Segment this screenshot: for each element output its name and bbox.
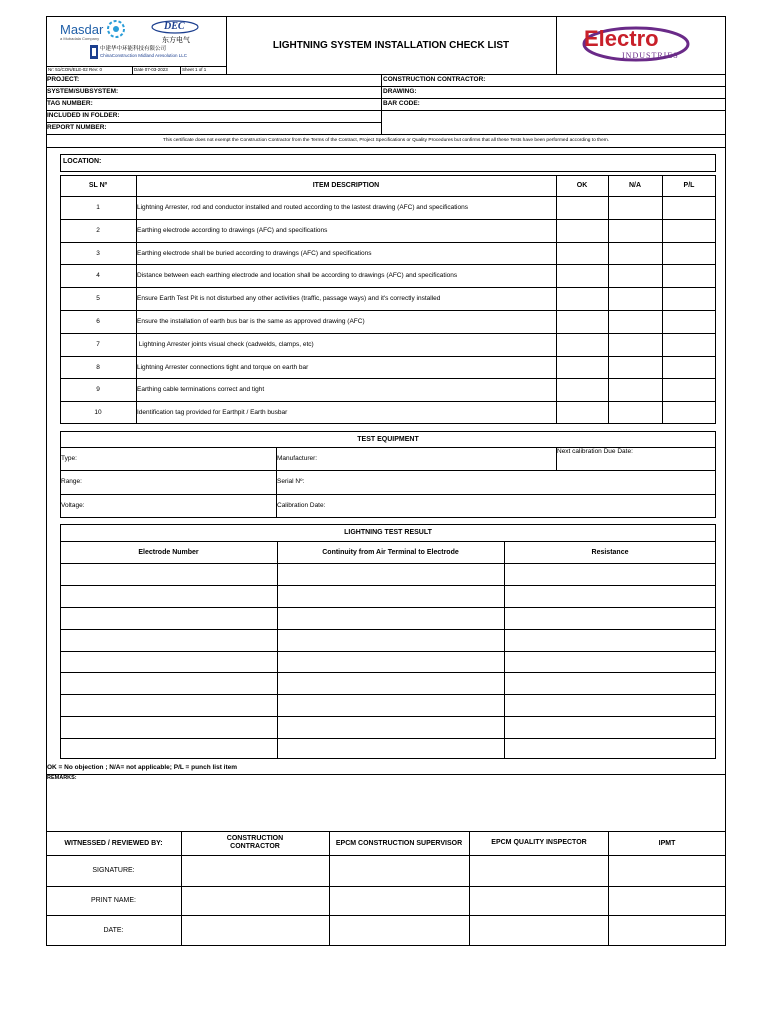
result-row-divider <box>60 738 716 739</box>
checklist-ok-cell[interactable] <box>556 287 608 310</box>
tag-number-label: TAG NUMBER: <box>47 100 93 107</box>
column-header-continuity: Continuity from Air Terminal to Electrode <box>322 548 459 556</box>
checklist-item-number: 7 <box>96 341 100 348</box>
checklist-item-description: Ensure Earth Test Pit is not disturbed any other activities (traffic, passage ways) and it's correctly installed <box>137 295 441 302</box>
checklist-na-cell[interactable] <box>608 287 662 310</box>
partner-logo <box>90 44 220 64</box>
construction-contractor-label: CONSTRUCTION CONTRACTOR: <box>383 76 486 83</box>
manufacturer-label: Manufacturer: <box>277 455 318 462</box>
divider <box>46 147 726 148</box>
result-row-divider <box>60 607 716 608</box>
masdar-swirl-icon <box>106 18 126 40</box>
checklist-pl-cell[interactable] <box>662 196 716 219</box>
masdar-logo <box>58 18 128 44</box>
checklist-na-cell[interactable] <box>608 310 662 333</box>
divider <box>60 470 716 471</box>
dec-chinese: 东方电气 <box>162 37 190 44</box>
checklist-pl-cell[interactable] <box>662 401 716 424</box>
checklist-item-description: Lightning Arrester joints visual check (cadwelds, clamps, etc) <box>137 341 314 348</box>
result-row-divider <box>60 672 716 673</box>
checklist-pl-cell[interactable] <box>662 378 716 401</box>
checklist-pl-cell[interactable] <box>662 356 716 379</box>
column-header-na: N/A <box>628 182 642 189</box>
result-row-divider <box>60 716 716 717</box>
result-row-divider <box>60 585 716 586</box>
dec-logo <box>150 20 200 44</box>
result-row-divider <box>60 651 716 652</box>
checklist-pl-cell[interactable] <box>662 310 716 333</box>
checklist-item-description: Identification tag provided for Earthpit / Earth busbar <box>137 409 288 416</box>
partner-chinese: 中建华中环能科技有限公司 <box>100 46 167 52</box>
column-header-pl: P/L <box>683 182 695 189</box>
checklist-item-number: 3 <box>96 250 100 257</box>
checklist-item-number: 8 <box>96 364 100 371</box>
checklist-item-description: Earthing cable terminations correct and tight <box>137 386 265 393</box>
test-equipment-title: TEST EQUIPMENT <box>357 435 419 443</box>
included-in-folder-label: INCLUDED IN FOLDER: <box>47 112 120 119</box>
checklist-item-number: 5 <box>96 295 100 302</box>
masdar-logo-text: Masdar <box>60 22 104 37</box>
divider <box>46 122 382 123</box>
remarks-label: REMARKS: <box>47 775 77 781</box>
column-header-sl: SL Nº <box>88 182 108 189</box>
divider <box>46 774 726 775</box>
voltage-label: Voltage: <box>61 502 85 509</box>
checklist-pl-cell[interactable] <box>662 219 716 242</box>
checklist-na-cell[interactable] <box>608 219 662 242</box>
checklist-ok-cell[interactable] <box>556 196 608 219</box>
project-label: PROJECT: <box>47 76 80 83</box>
epcm-quality-inspector-column: EPCM QUALITY INSPECTOR <box>491 839 587 846</box>
signature-label: SIGNATURE: <box>92 867 135 874</box>
checklist-item-number: 9 <box>96 386 100 393</box>
partner-emblem-icon <box>90 45 98 59</box>
checklist-item-description: Lightning Arrester connections tight and torque on earth bar <box>137 364 309 371</box>
date-label: DATE: <box>103 927 124 934</box>
checklist-na-cell[interactable] <box>608 242 662 265</box>
column-header-resistance: Resistance <box>591 548 629 556</box>
result-row-divider <box>60 629 716 630</box>
witnessed-label: WITNESSED / REVIEWED BY: <box>64 839 163 847</box>
range-label: Range: <box>61 478 82 485</box>
checklist-item-number: 6 <box>96 318 100 325</box>
checklist-pl-cell[interactable] <box>662 264 716 287</box>
checklist-ok-cell[interactable] <box>556 310 608 333</box>
test-result-title: LIGHTNING TEST RESULT <box>344 529 432 536</box>
divider <box>132 66 133 74</box>
dec-text: DEC <box>164 21 185 32</box>
divider <box>469 831 470 946</box>
certificate-note: This certificate does not exempt the Construction Contractor from the Terms of the Contract, Project Specifications or Quality Procedures but confirms that all these Tests have been performed according to them. <box>162 138 610 143</box>
print-name-label: PRINT NAME: <box>91 897 136 904</box>
ipmt-column: IPMT <box>658 839 676 847</box>
partner-english: ChinaConstruction Midland Aresolution LLC <box>100 53 188 58</box>
result-row-divider <box>60 694 716 695</box>
calibration-date-label: Calibration Date: <box>277 502 326 509</box>
divider <box>180 66 181 74</box>
divider <box>46 98 726 99</box>
electro-logo <box>576 22 696 66</box>
column-header-ok: OK <box>576 182 588 189</box>
divider <box>504 541 505 759</box>
next-calibration-label: Next calibration Due Date: <box>557 448 633 455</box>
electro-subtitle: INDUSTRIES <box>622 51 679 60</box>
checklist-pl-cell[interactable] <box>662 333 716 356</box>
report-number-label: REPORT NUMBER: <box>47 124 107 131</box>
column-header-electrode: Electrode Number <box>138 548 199 556</box>
doc-number: Nr: 51/CON/ELE-02 Rev: 0 <box>48 67 103 72</box>
page-title: LIGHTNING SYSTEM INSTALLATION CHECK LIST <box>272 39 510 51</box>
checklist-na-cell[interactable] <box>608 401 662 424</box>
epcm-construction-supervisor-column: EPCM CONSTRUCTION SUPERVISOR <box>335 839 463 847</box>
system-subsystem-label: SYSTEM/SUBSYSTEM: <box>47 88 119 95</box>
bar-code-label: BAR CODE: <box>383 100 420 107</box>
checklist-ok-cell[interactable] <box>556 242 608 265</box>
result-row-divider <box>60 563 716 564</box>
checklist-na-cell[interactable] <box>608 196 662 219</box>
location-box <box>60 154 716 172</box>
divider <box>46 110 726 111</box>
construction-contractor-column: CONSTRUCTION CONTRACTOR <box>226 835 284 850</box>
divider <box>556 16 557 74</box>
legend-text: OK = No objection ; N/A= not applicable; P/L = punch list item <box>47 764 238 771</box>
checklist-item-description: Earthing electrode shall be buried according to drawings (AFC) and specifications <box>137 250 372 257</box>
checklist-item-number: 4 <box>96 272 100 279</box>
checklist-na-cell[interactable] <box>608 333 662 356</box>
doc-sheet: Sheet 1 of 1 <box>182 67 207 72</box>
checklist-item-description: Distance between each earthing electrode and location shall be according to drawings (AFC) and specifications <box>137 272 458 279</box>
checklist-ok-cell[interactable] <box>556 356 608 379</box>
checklist-ok-cell[interactable] <box>556 264 608 287</box>
divider <box>181 831 182 946</box>
divider <box>46 86 726 87</box>
checklist-na-cell[interactable] <box>608 356 662 379</box>
checklist-na-cell[interactable] <box>608 264 662 287</box>
divider <box>381 74 382 134</box>
drawing-label: DRAWING: <box>383 88 417 95</box>
checklist-ok-cell[interactable] <box>556 333 608 356</box>
checklist-pl-cell[interactable] <box>662 287 716 310</box>
serial-number-label: Serial Nº: <box>277 478 305 485</box>
masdar-subtitle: a Mubadala Company <box>60 36 100 41</box>
column-header-description: ITEM DESCRIPTION <box>312 182 380 189</box>
checklist-item-description: Ensure the installation of earth bus bar is the same as approved drawing (AFC) <box>137 318 365 325</box>
location-label: LOCATION: <box>63 158 102 165</box>
checklist-na-cell[interactable] <box>608 378 662 401</box>
checklist-item-number: 1 <box>96 204 100 211</box>
checklist-item-number: 10 <box>94 409 102 416</box>
checklist-ok-cell[interactable] <box>556 219 608 242</box>
checklist-ok-cell[interactable] <box>556 378 608 401</box>
checklist-item-description: Earthing electrode according to drawings (AFC) and specifications <box>137 227 328 234</box>
doc-date: Date 07-03-2023 <box>134 67 168 72</box>
electro-text: Electro <box>584 26 659 51</box>
divider <box>277 541 278 759</box>
divider <box>60 494 716 495</box>
checklist-pl-cell[interactable] <box>662 242 716 265</box>
type-label: Type: <box>61 455 77 462</box>
checklist-ok-cell[interactable] <box>556 401 608 424</box>
checklist-item-number: 2 <box>96 227 100 234</box>
checklist-item-description: Lightning Arrester, rod and conductor installed and routed according to the lastest drawing (AFC) and specifications <box>137 204 468 211</box>
divider <box>46 74 726 75</box>
